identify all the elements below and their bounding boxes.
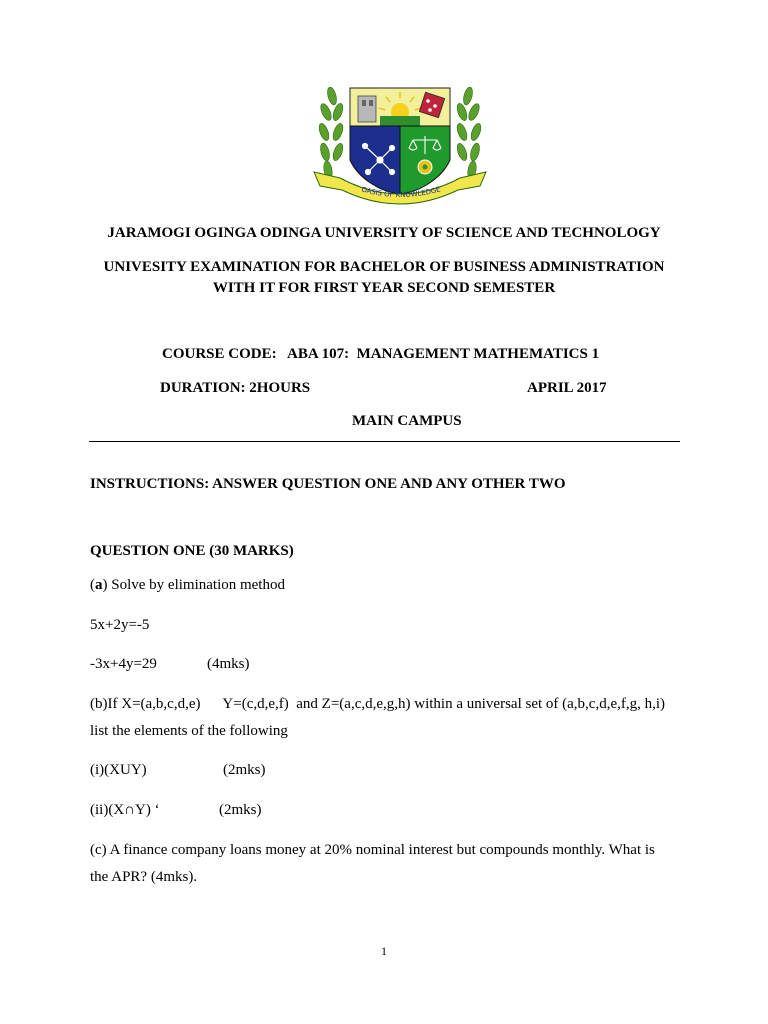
question-b-i-marks: (2mks) — [223, 762, 266, 778]
laurel-right-icon — [455, 86, 483, 179]
course-code: COURSE CODE: ABA 107: MANAGEMENT MATHEMATICS 1 — [162, 346, 600, 362]
question-b-ii-marks: (2mks) — [219, 802, 262, 818]
question-c-line1: (c) A finance company loans money at 20% nominal interest but compounds monthly. What is — [90, 842, 655, 858]
question-b-line2: list the elements of the following — [90, 723, 288, 739]
campus: MAIN CAMPUS — [352, 413, 462, 429]
equation-1: 5x+2y=-5 — [90, 617, 150, 633]
question-b-i: (i)(XUY) — [90, 762, 147, 778]
header-divider — [89, 441, 680, 442]
equation-2: -3x+4y=29 — [90, 656, 157, 672]
university-crest-logo — [310, 82, 490, 212]
equation-2-marks: (4mks) — [207, 656, 250, 672]
question-b-line1: (b)If X=(a,b,c,d,e) Y=(c,d,e,f) and Z=(a,c,d,e,g,h) within a universal set of (a,b,c,d,e,f,g, h,i) — [90, 696, 666, 712]
gear-icon — [418, 160, 432, 174]
question-title: QUESTION ONE (30 MARKS) — [90, 543, 294, 559]
logo-motto: OASIS OF KNOWLEDGE — [360, 185, 442, 200]
laurel-left-icon — [317, 86, 345, 179]
question-a: (a) Solve by elimination method — [90, 577, 285, 593]
building-icon — [358, 96, 376, 122]
exam-title-line1: UNIVESITY EXAMINATION FOR BACHELOR OF BUSINESS ADMINISTRATION — [103, 259, 665, 275]
question-b-ii: (ii)(X∩Y) ‘ — [90, 802, 160, 818]
question-a-label: a — [95, 577, 103, 593]
exam-date: APRIL 2017 — [527, 380, 607, 396]
instructions: INSTRUCTIONS: ANSWER QUESTION ONE AND ANY OTHER TWO — [90, 476, 566, 492]
question-a-text: ) Solve by elimination method — [102, 577, 285, 593]
exam-title-line2: WITH IT FOR FIRST YEAR SECOND SEMESTER — [212, 280, 556, 296]
page-number: 1 — [381, 944, 387, 958]
question-c-line2: the APR? (4mks). — [90, 869, 198, 885]
duration: DURATION: 2HOURS — [160, 380, 311, 396]
university-name: JARAMOGI OGINGA ODINGA UNIVERSITY OF SCIENCE AND TECHNOLOGY — [107, 225, 661, 241]
